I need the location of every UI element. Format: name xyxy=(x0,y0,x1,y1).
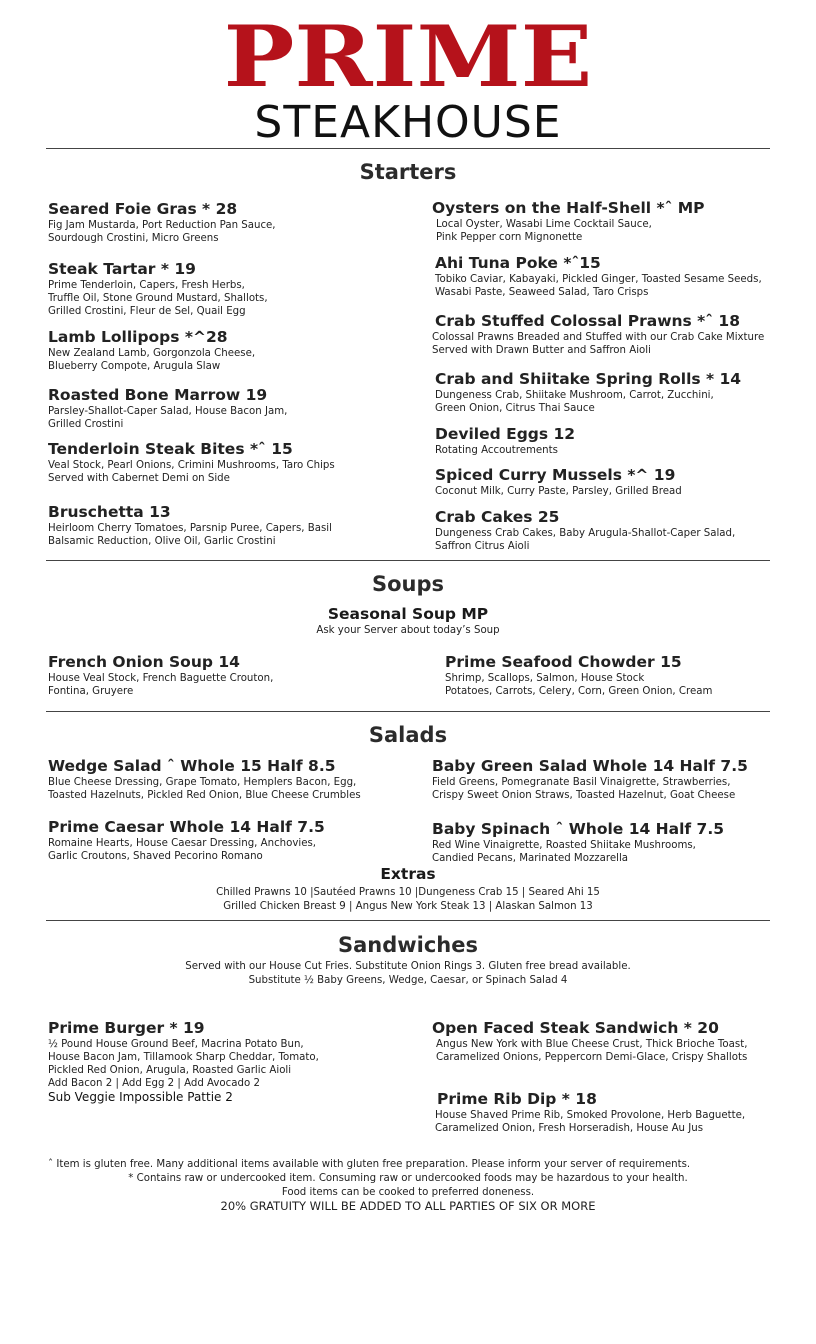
item-name: Prime Rib Dip * 18 xyxy=(437,1090,597,1108)
item-name: Ahi Tuna Poke *ˆ15 xyxy=(435,254,601,272)
item-desc: Dungeness Crab, Shiitake Mushroom, Carrot, Zucchini, Green Onion, Citrus Thai Sauce xyxy=(435,390,714,414)
item-desc: Local Oyster, Wasabi Lime Cocktail Sauce, Pink Pepper corn Mignonette xyxy=(436,219,652,243)
brand-subtitle: STEAKHOUSE xyxy=(254,97,562,148)
item-name: Prime Seafood Chowder 15 xyxy=(445,653,682,671)
item-name: Baby Green Salad Whole 14 Half 7.5 xyxy=(432,757,748,775)
sandwich-note: Substitute ½ Baby Greens, Wedge, Caesar, or Spinach Salad 4 xyxy=(248,975,568,986)
item-desc: Fig Jam Mustarda, Port Reduction Pan Sauce, Sourdough Crostini, Micro Greens xyxy=(48,220,276,244)
item-desc: Shrimp, Scallops, Salmon, House Stock Potatoes, Carrots, Celery, Corn, Green Onion, Cream xyxy=(445,673,713,697)
item-name: Crab Cakes 25 xyxy=(435,508,560,526)
menu-item xyxy=(432,199,812,244)
item-desc: House Veal Stock, French Baguette Crouton, Fontina, Gruyere xyxy=(48,673,274,697)
menu-item xyxy=(432,1019,812,1064)
item-name: Wedge Salad ˆ Whole 15 Half 8.5 xyxy=(48,757,336,775)
section-title-sandwiches: Sandwiches xyxy=(337,933,479,957)
menu-item xyxy=(48,1019,428,1104)
gratuity-note: 20% GRATUITY WILL BE ADDED TO ALL PARTIES OF SIX OR MORE xyxy=(220,1199,596,1213)
section-title-starters: Starters xyxy=(359,160,457,184)
extras-line: Chilled Prawns 10 |Sautéed Prawns 10 |Dungeness Crab 15 | Seared Ahi 15 xyxy=(216,887,600,898)
section-title-soups: Soups xyxy=(371,572,445,596)
menu-item xyxy=(48,386,428,431)
item-addon: Sub Veggie Impossible Pattie 2 xyxy=(48,1090,233,1104)
item-name: French Onion Soup 14 xyxy=(48,653,240,671)
item-name: Seasonal Soup MP xyxy=(327,605,489,623)
brand-logo: PRIME xyxy=(223,7,593,106)
menu-item xyxy=(432,757,812,802)
seasonal-soup xyxy=(0,605,816,637)
extras-title: Extras xyxy=(380,865,436,883)
section-title-salads: Salads xyxy=(368,723,448,747)
item-name: Prime Caesar Whole 14 Half 7.5 xyxy=(48,818,325,836)
item-name: Prime Burger * 19 xyxy=(48,1019,205,1037)
menu-item xyxy=(437,1090,816,1135)
item-desc: Romaine Hearts, House Caesar Dressing, Anchovies, Garlic Croutons, Shaved Pecorino Romano xyxy=(48,838,317,862)
item-desc: Blue Cheese Dressing, Grape Tomato, Hemplers Bacon, Egg, Toasted Hazelnuts, Pickled Red Onion, Blue Cheese Crumbles xyxy=(48,777,361,801)
menu-item xyxy=(435,254,815,299)
item-desc: Veal Stock, Pearl Onions, Crimini Mushrooms, Taro Chips Served with Cabernet Demi on Side xyxy=(48,460,335,484)
gluten-free-note: ˆ Item is gluten free. Many additional items available with gluten free preparation. Please inform your server of requirements. xyxy=(48,1159,691,1170)
item-desc: Angus New York with Blue Cheese Crust, Thick Brioche Toast, Caramelized Onions, Peppercorn Demi-Glace, Crispy Shallots xyxy=(436,1039,748,1063)
item-desc: ½ Pound House Ground Beef, Macrina Potato Bun, House Bacon Jam, Tillamook Sharp Cheddar, Tomato, Pickled Red Onion, Arugula, Roasted Garlic Aioli Add Bacon 2 | Add Egg 2 | Add Avocado 2 xyxy=(48,1039,319,1089)
item-desc: Coconut Milk, Curry Paste, Parsley, Grilled Bread xyxy=(435,486,682,497)
doneness-note: Food items can be cooked to preferred doneness. xyxy=(281,1187,535,1198)
item-name: Spiced Curry Mussels *^ 19 xyxy=(435,466,676,484)
item-desc: Ask your Server about today’s Soup xyxy=(316,625,500,636)
raw-food-warning: * Contains raw or undercooked item. Consuming raw or undercooked foods may be hazardous to your health. xyxy=(128,1173,688,1184)
menu-item xyxy=(48,440,428,485)
item-desc: Red Wine Vinaigrette, Roasted Shiitake Mushrooms, Candied Pecans, Marinated Mozzarella xyxy=(432,840,696,864)
item-name: Roasted Bone Marrow 19 xyxy=(48,386,268,404)
item-desc: Field Greens, Pomegranate Basil Vinaigrette, Strawberries, Crispy Sweet Onion Straws, Toasted Hazelnut, Goat Cheese xyxy=(432,777,736,801)
divider xyxy=(46,148,770,149)
item-name: Deviled Eggs 12 xyxy=(435,425,576,443)
menu-item xyxy=(432,820,812,865)
item-name: Oysters on the Half-Shell *ˆ MP xyxy=(432,199,705,217)
menu-item xyxy=(48,503,428,548)
divider xyxy=(46,920,770,921)
item-desc: New Zealand Lamb, Gorgonzola Cheese, Blueberry Compote, Arugula Slaw xyxy=(48,348,256,372)
item-desc: Colossal Prawns Breaded and Stuffed with our Crab Cake Mixture Served with Drawn Butter and Saffron Aioli xyxy=(432,332,765,356)
item-desc: Tobiko Caviar, Kabayaki, Pickled Ginger, Toasted Sesame Seeds, Wasabi Paste, Seaweed Salad, Taro Crisps xyxy=(435,274,762,298)
menu-item xyxy=(48,653,428,698)
menu-item xyxy=(48,818,428,863)
item-name: Crab and Shiitake Spring Rolls * 14 xyxy=(435,370,742,388)
menu-item xyxy=(48,328,428,373)
menu-item xyxy=(432,312,815,357)
item-desc: Heirloom Cherry Tomatoes, Parsnip Puree, Capers, Basil Balsamic Reduction, Olive Oil, Garlic Crostini xyxy=(48,523,332,547)
item-name: Tenderloin Steak Bites *ˆ 15 xyxy=(48,440,293,458)
item-name: Lamb Lollipops *^28 xyxy=(48,328,228,346)
menu-item xyxy=(48,757,428,802)
item-name: Open Faced Steak Sandwich * 20 xyxy=(432,1019,719,1037)
item-name: Bruschetta 13 xyxy=(48,503,171,521)
item-desc: Prime Tenderloin, Capers, Fresh Herbs, Truffle Oil, Stone Ground Mustard, Shallots, Grilled Crostini, Fleur de Sel, Quail Egg xyxy=(48,280,268,317)
divider xyxy=(46,711,770,712)
item-name: Steak Tartar * 19 xyxy=(48,260,196,278)
item-desc: Dungeness Crab Cakes, Baby Arugula-Shallot-Caper Salad, Saffron Citrus Aioli xyxy=(435,528,736,552)
item-desc: Parsley-Shallot-Caper Salad, House Bacon Jam, Grilled Crostini xyxy=(48,406,288,430)
extras-line: Grilled Chicken Breast 9 | Angus New York Steak 13 | Alaskan Salmon 13 xyxy=(223,901,593,912)
divider xyxy=(46,560,770,561)
menu-item xyxy=(435,508,815,553)
menu-item xyxy=(48,200,428,245)
item-name: Seared Foie Gras * 28 xyxy=(48,200,238,218)
item-desc: House Shaved Prime Rib, Smoked Provolone, Herb Baguette, Caramelized Onion, Fresh Horseradish, House Au Jus xyxy=(435,1110,746,1134)
item-name: Crab Stuffed Colossal Prawns *ˆ 18 xyxy=(435,312,741,330)
menu-item xyxy=(435,425,815,457)
menu-item xyxy=(48,260,428,318)
item-name: Baby Spinach ˆ Whole 14 Half 7.5 xyxy=(432,820,725,838)
menu-item xyxy=(435,466,815,498)
sandwich-note: Served with our House Cut Fries. Substitute Onion Rings 3. Gluten free bread available. xyxy=(185,961,631,972)
menu-item xyxy=(445,653,816,698)
menu-item xyxy=(435,370,815,415)
item-desc: Rotating Accoutrements xyxy=(435,445,558,456)
